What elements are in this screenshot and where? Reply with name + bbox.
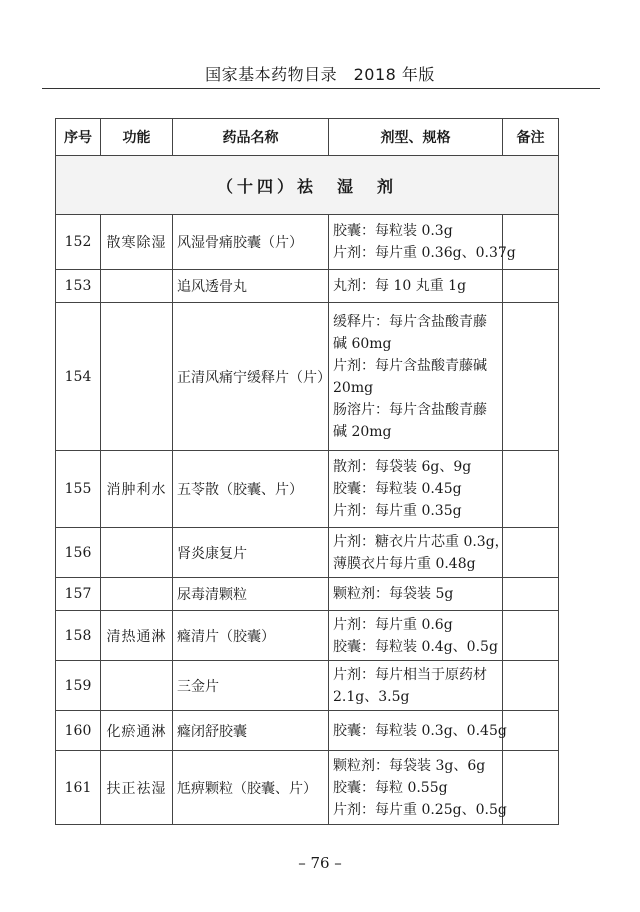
table-row — [56, 451, 559, 528]
page-header-title: 国家基本药物目录 2018 年版 — [205, 65, 435, 84]
spec-line: 片剂：每片重 0.36g、0.37g — [333, 245, 516, 261]
table-header-row — [56, 119, 559, 156]
row-note — [503, 578, 559, 611]
column-header-function: 功能 — [101, 119, 173, 156]
row-dosage-spec — [329, 661, 503, 711]
table-row — [56, 215, 559, 270]
table-row — [56, 711, 559, 751]
row-drug-name: 追风透骨丸 — [173, 270, 329, 303]
row-function — [101, 528, 173, 578]
column-header-no: 序号 — [56, 119, 101, 156]
table-row — [56, 578, 559, 611]
row-drug-name: 肾炎康复片 — [173, 528, 329, 578]
row-dosage-spec — [329, 751, 507, 825]
spec-line: 片剂：每片重 0.25g、0.5g — [333, 801, 507, 818]
row-number: 153 — [56, 270, 101, 303]
row-dosage-spec — [329, 711, 507, 751]
row-number: 155 — [56, 451, 101, 528]
row-note — [503, 303, 559, 451]
spec-line: 散剂：每袋装 6g、9g — [333, 459, 472, 475]
column-header-dosage-spec: 剂型、规格 — [329, 119, 503, 156]
row-function — [101, 303, 173, 451]
section-title: （十四）祛 湿 剂 — [56, 156, 559, 215]
row-note — [503, 751, 559, 825]
row-dosage-spec — [329, 451, 503, 528]
spec-line: 片剂：每片相当于原药材 2.1g、3.5g — [333, 666, 487, 705]
row-number: 160 — [56, 711, 101, 751]
row-note — [503, 611, 559, 661]
header-divider — [42, 88, 600, 89]
spec-line: 丸剂：每 10 丸重 1g — [333, 278, 467, 294]
row-dosage-spec — [329, 578, 503, 611]
spec-line: 颗粒剂：每袋装 3g、6g — [333, 757, 486, 774]
row-drug-name: 癃闭舒胶囊 — [173, 711, 329, 751]
column-header-note: 备注 — [503, 119, 559, 156]
row-function: 清热通淋 — [101, 611, 173, 661]
page-number: – 76 – — [298, 854, 342, 872]
row-drug-name: 尿毒清颗粒 — [173, 578, 329, 611]
row-number: 158 — [56, 611, 101, 661]
row-note — [503, 711, 559, 751]
row-function: 散寒除湿 — [101, 215, 173, 270]
spec-line: 片剂：每片重 0.6g — [333, 616, 453, 633]
row-number: 154 — [56, 303, 101, 451]
row-note — [503, 528, 559, 578]
row-note — [503, 661, 559, 711]
row-number: 161 — [56, 751, 101, 825]
row-function: 扶正祛湿 — [101, 751, 173, 825]
column-header-drug-name: 药品名称 — [173, 119, 329, 156]
spec-line: 片剂：每片含盐酸青藤碱 20mg — [333, 357, 487, 396]
row-note — [503, 451, 559, 528]
row-number: 159 — [56, 661, 101, 711]
row-dosage-spec — [329, 270, 503, 303]
row-note — [503, 270, 559, 303]
spec-line: 胶囊：每粒装 0.4g、0.5g — [333, 638, 498, 655]
table-row — [56, 270, 559, 303]
table-row — [56, 303, 559, 451]
row-number: 152 — [56, 215, 101, 270]
spec-line: 片剂：糖衣片片芯重 0.3g， — [333, 533, 509, 550]
spec-line: 胶囊：每粒装 0.45g — [333, 481, 462, 497]
table-row — [56, 611, 559, 661]
row-drug-name: 尪痹颗粒（胶囊、片） — [173, 751, 329, 825]
spec-line: 片剂：每片重 0.35g — [333, 503, 462, 519]
spec-line: 薄膜衣片每片重 0.48g — [333, 555, 476, 572]
table-row — [56, 528, 559, 578]
spec-line: 胶囊：每粒装 0.3g — [333, 223, 453, 239]
row-note — [503, 215, 559, 270]
row-dosage-spec — [329, 215, 516, 270]
spec-line: 肠溶片：每片含盐酸青藤碱 20mg — [333, 401, 487, 440]
row-number: 157 — [56, 578, 101, 611]
row-dosage-spec — [329, 528, 509, 578]
row-dosage-spec — [329, 611, 503, 661]
row-drug-name: 正清风痛宁缓释片（片） — [173, 303, 329, 451]
row-function — [101, 270, 173, 303]
spec-line: 胶囊：每粒 0.55g — [333, 779, 448, 796]
drug-table — [55, 118, 559, 825]
row-function — [101, 578, 173, 611]
row-function: 消肿利水 — [101, 451, 173, 528]
spec-line: 缓释片：每片含盐酸青藤碱 60mg — [333, 313, 487, 352]
spec-line: 颗粒剂：每袋装 5g — [333, 586, 454, 602]
row-function: 化瘀通淋 — [101, 711, 173, 751]
row-function — [101, 661, 173, 711]
table-row — [56, 661, 559, 711]
row-drug-name: 三金片 — [173, 661, 329, 711]
row-drug-name: 风湿骨痛胶囊（片） — [173, 215, 329, 270]
row-dosage-spec — [329, 303, 503, 451]
table-row — [56, 751, 559, 825]
section-row — [56, 156, 559, 215]
spec-line: 胶囊：每粒装 0.3g、0.45g — [333, 722, 507, 739]
row-drug-name: 癃清片（胶囊） — [173, 611, 329, 661]
row-drug-name: 五苓散（胶囊、片） — [173, 451, 329, 528]
row-number: 156 — [56, 528, 101, 578]
